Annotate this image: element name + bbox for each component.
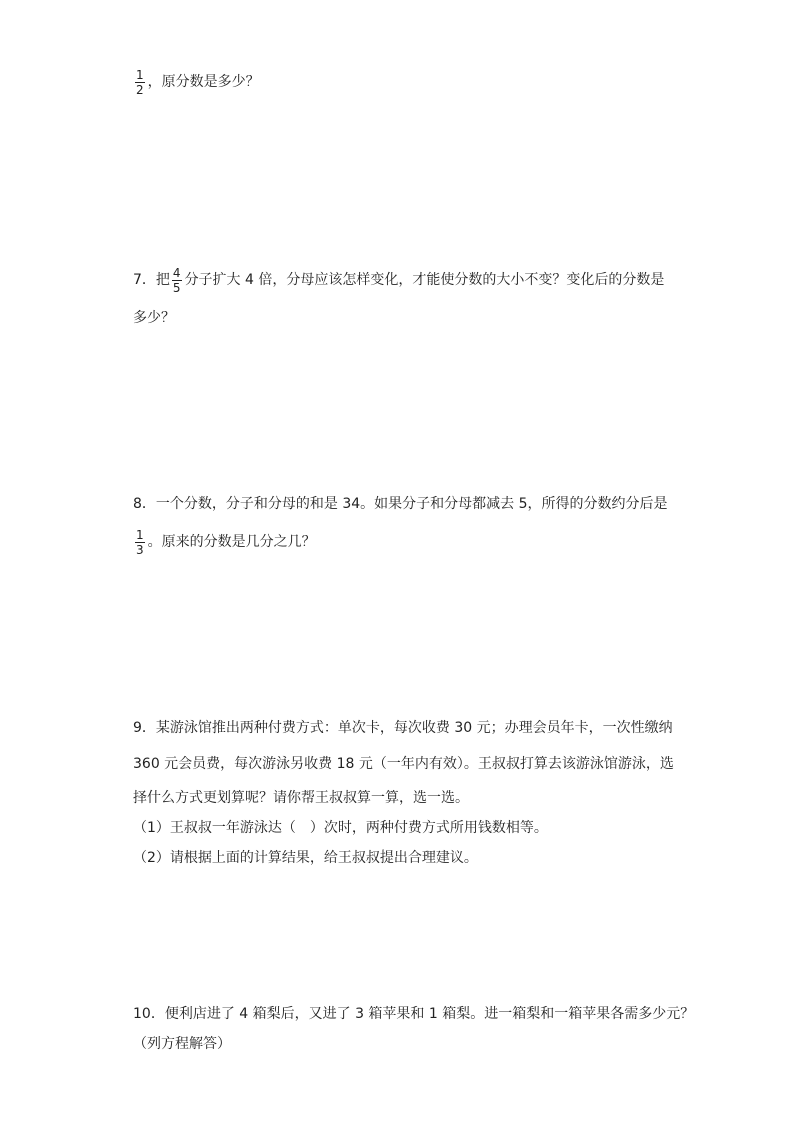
q9-line-3	[133, 786, 469, 810]
q9-sub-1-text: （1）王叔叔一年游泳达（ ）次时，两种付费方式所用钱数相等。	[133, 820, 548, 836]
q6-text: ，原分数是多少？	[147, 74, 260, 90]
fraction-numerator: 1	[136, 527, 144, 542]
q9-line-1	[133, 716, 673, 740]
q9-text-3: 择什么方式更划算呢？请你帮王叔叔算一算，选一选。	[133, 790, 469, 806]
q10-line-1	[133, 1002, 694, 1026]
q8-text-2: 。原来的分数是几分之几？	[147, 534, 316, 550]
q8-line-1	[133, 492, 668, 516]
fraction-numerator: 1	[136, 67, 144, 82]
q7-line-2	[133, 306, 175, 330]
q9-text-2: 360 元会员费，每次游泳另收费 18 元（一年内有效）。王叔叔打算去该游泳馆游泳，选	[133, 756, 674, 772]
fraction	[135, 69, 145, 96]
fraction-denominator: 5	[172, 280, 181, 295]
q10-text-1: 10．便利店进了 4 箱梨后，又进了 3 箱苹果和 1 箱梨。进一箱梨和一箱苹果各需多少元？	[133, 1006, 695, 1022]
q9-text-1: 9．某游泳馆推出两种付费方式：单次卡，每次收费 30 元；办理会员年卡，一次性缴纳	[133, 720, 673, 736]
q10-text-2: （列方程解答）	[133, 1036, 231, 1052]
q8-text-1: 8．一个分数，分子和分母的和是 34。如果分子和分母都减去 5，所得的分数约分后是	[133, 496, 668, 512]
fraction	[135, 529, 145, 556]
q9-sub-question-2	[133, 846, 478, 870]
q8-line-2	[133, 527, 316, 557]
fraction	[172, 267, 182, 294]
q9-line-2	[133, 752, 674, 776]
q7-prefix: 7．把	[133, 272, 170, 288]
q9-sub-question-1	[133, 816, 548, 840]
fraction-denominator: 2	[136, 82, 144, 97]
q9-sub-2-text: （2）请根据上面的计算结果，给王叔叔提出合理建议。	[133, 850, 478, 866]
fraction-denominator: 3	[136, 542, 144, 557]
q7-line-1	[133, 265, 665, 295]
q7-text-1: 分子扩大 4 倍，分母应该怎样变化，才能使分数的大小不变？变化后的分数是	[184, 272, 665, 288]
q6-line	[133, 67, 260, 97]
fraction-numerator: 4	[172, 265, 181, 280]
q10-line-2	[133, 1032, 231, 1056]
q7-text-2: 多少？	[133, 310, 175, 326]
